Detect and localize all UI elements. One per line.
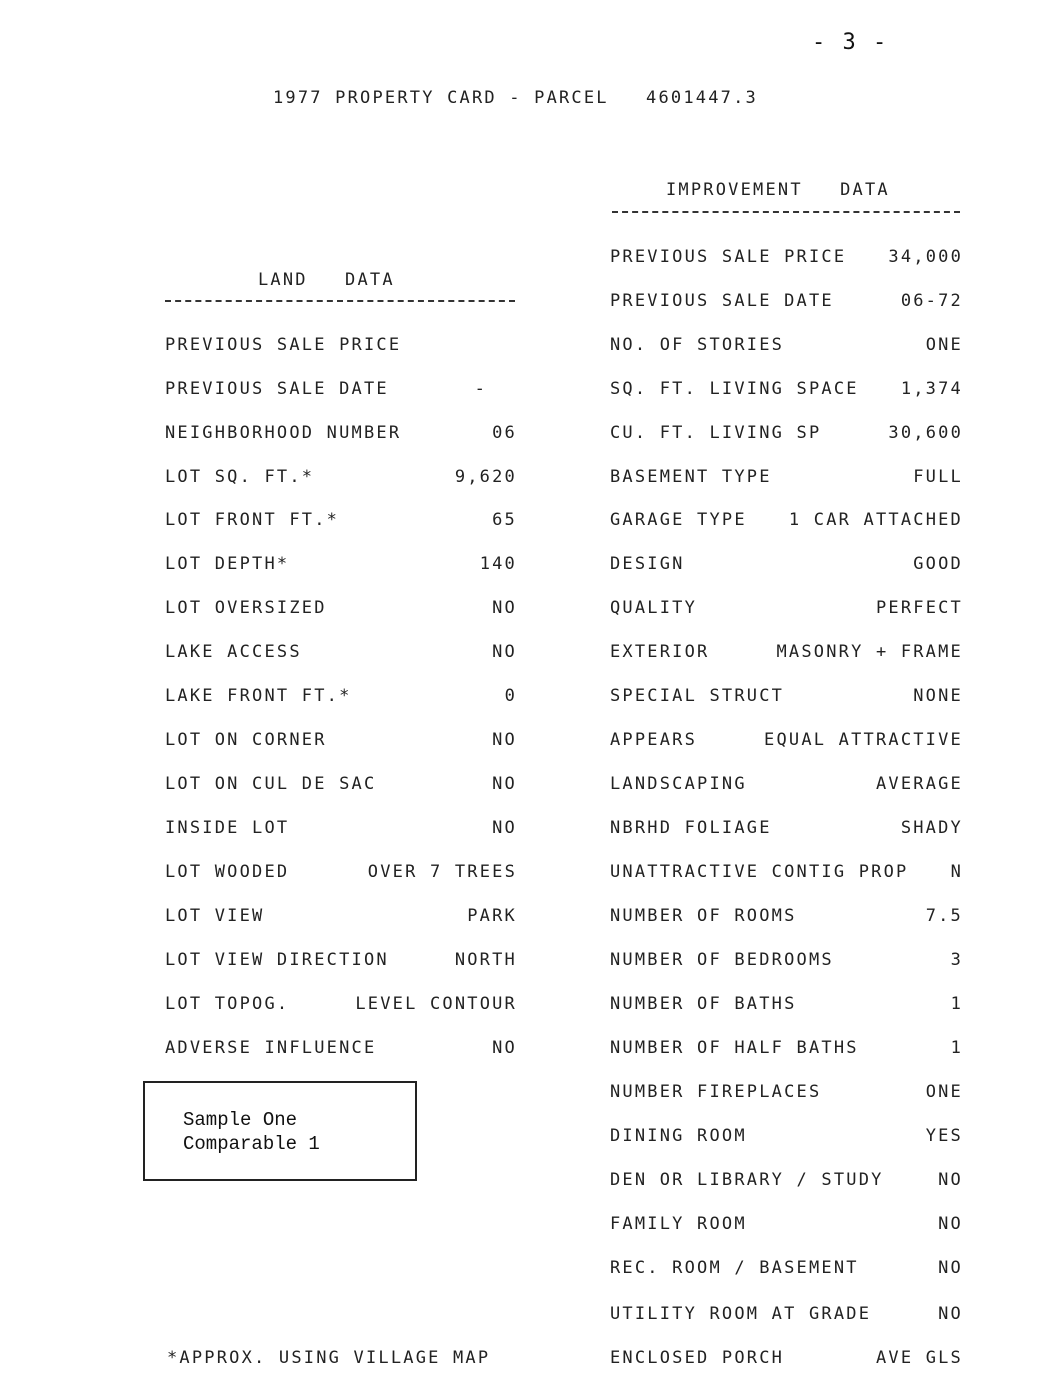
improvement-row <box>610 335 963 359</box>
improvement-row-value: 1 <box>950 994 963 1014</box>
improvement-row-label: UTILITY ROOM AT GRADE <box>610 1304 872 1324</box>
improvement-row-label: QUALITY <box>610 598 698 618</box>
land-row-value: NO <box>492 730 517 750</box>
land-row-label: PREVIOUS SALE PRICE <box>165 335 402 355</box>
improvement-row <box>610 1348 963 1372</box>
land-row <box>165 950 517 974</box>
land-row <box>165 994 517 1018</box>
improvement-row-value: NONE <box>913 686 963 706</box>
improvement-row <box>610 1304 963 1328</box>
land-row-label: LOT ON CUL DE SAC <box>165 774 377 794</box>
land-row-label: LOT WOODED <box>165 862 290 882</box>
improvement-row <box>610 994 963 1018</box>
land-row <box>165 335 517 359</box>
improvement-row-value: 3 <box>950 950 963 970</box>
improvement-row-label: NO. OF STORIES <box>610 335 785 355</box>
land-row-value: PARK <box>467 906 517 926</box>
improvement-row <box>610 554 963 578</box>
improvement-row-value: NO <box>938 1170 963 1190</box>
land-row-label: PREVIOUS SALE DATE <box>165 379 389 399</box>
land-row-label: INSIDE LOT <box>165 818 290 838</box>
sample-label-box <box>143 1081 417 1181</box>
improvement-row-label: SQ. FT. LIVING SPACE <box>610 379 859 399</box>
land-row-value: NORTH <box>454 950 517 970</box>
improvement-row-label: DEN OR LIBRARY / STUDY <box>610 1170 884 1190</box>
land-row-value: 0 <box>504 686 517 706</box>
land-row-value: NO <box>492 642 517 662</box>
improvement-row-value: 1 <box>950 1038 963 1058</box>
land-row <box>165 1038 517 1062</box>
improvement-row-label: NUMBER FIREPLACES <box>610 1082 822 1102</box>
land-row-label: LAKE FRONT FT.* <box>165 686 352 706</box>
improvement-row <box>610 1038 963 1062</box>
improvement-row-value: GOOD <box>913 554 963 574</box>
improvement-row-value: MASONRY + FRAME <box>776 642 963 662</box>
improvement-row <box>610 510 963 534</box>
improvement-row-label: NUMBER OF BATHS <box>610 994 797 1014</box>
improvement-row-label: APPEARS <box>610 730 698 750</box>
footnote: *APPROX. USING VILLAGE MAP <box>167 1348 491 1368</box>
land-row-label: LOT DEPTH* <box>165 554 290 574</box>
improvement-row-label: UNATTRACTIVE CONTIG PROP <box>610 862 909 882</box>
improvement-row <box>610 730 963 754</box>
improvement-heading-rule <box>612 211 960 213</box>
sample-box-line2: Comparable 1 <box>183 1133 320 1155</box>
improvement-data-heading: IMPROVEMENT DATA <box>666 180 890 200</box>
improvement-row-label: PREVIOUS SALE PRICE <box>610 247 847 267</box>
improvement-row-label: NUMBER OF HALF BATHS <box>610 1038 859 1058</box>
improvement-row <box>610 1258 963 1282</box>
improvement-row-label: NUMBER OF ROOMS <box>610 906 797 926</box>
land-row-label: LOT VIEW DIRECTION <box>165 950 389 970</box>
improvement-row-value: EQUAL ATTRACTIVE <box>764 730 963 750</box>
improvement-row-value: 7.5 <box>925 906 963 926</box>
land-row <box>165 818 517 842</box>
improvement-row-value: AVERAGE <box>875 774 963 794</box>
improvement-row-value: ONE <box>925 1082 963 1102</box>
page-title: 1977 PROPERTY CARD - PARCEL 4601447.3 <box>273 88 758 108</box>
improvement-row <box>610 818 963 842</box>
improvement-row-value: NO <box>938 1304 963 1324</box>
improvement-row-label: GARAGE TYPE <box>610 510 747 530</box>
land-row <box>165 598 517 622</box>
improvement-row-label: EXTERIOR <box>610 642 710 662</box>
land-row <box>165 642 517 666</box>
land-row-label: LOT SQ. FT.* <box>165 467 315 487</box>
land-row-value: - <box>474 379 487 399</box>
improvement-row-label: LANDSCAPING <box>610 774 747 794</box>
improvement-row-value: ONE <box>925 335 963 355</box>
page-number: - 3 - <box>812 30 889 55</box>
improvement-row-label: BASEMENT TYPE <box>610 467 772 487</box>
land-row <box>165 686 517 710</box>
improvement-row <box>610 774 963 798</box>
improvement-row <box>610 423 963 447</box>
land-row-value: 9,620 <box>454 467 517 487</box>
land-row-label: LOT FRONT FT.* <box>165 510 340 530</box>
improvement-row-value: AVE GLS <box>875 1348 963 1368</box>
improvement-row <box>610 862 963 886</box>
improvement-row-label: NBRHD FOLIAGE <box>610 818 772 838</box>
land-row <box>165 906 517 930</box>
improvement-row <box>610 247 963 271</box>
land-row-label: LAKE ACCESS <box>165 642 302 662</box>
land-row-label: NEIGHBORHOOD NUMBER <box>165 423 402 443</box>
land-row-value: NO <box>492 774 517 794</box>
improvement-row-value: 1,374 <box>900 379 963 399</box>
improvement-row-value: PERFECT <box>875 598 963 618</box>
improvement-row-value: SHADY <box>900 818 963 838</box>
improvement-row-value: NO <box>938 1258 963 1278</box>
improvement-row <box>610 642 963 666</box>
improvement-row-value: FULL <box>913 467 963 487</box>
improvement-row-label: SPECIAL STRUCT <box>610 686 785 706</box>
improvement-row <box>610 1214 963 1238</box>
land-row-value: NO <box>492 818 517 838</box>
improvement-row <box>610 467 963 491</box>
improvement-row <box>610 1126 963 1150</box>
land-row <box>165 862 517 886</box>
land-row-value: OVER 7 TREES <box>367 862 517 882</box>
land-row-value: 06 <box>492 423 517 443</box>
improvement-row-value: 30,600 <box>888 423 963 443</box>
improvement-row-label: CU. FT. LIVING SP <box>610 423 822 443</box>
land-row-value: LEVEL CONTOUR <box>355 994 517 1014</box>
improvement-row <box>610 686 963 710</box>
land-row <box>165 379 517 403</box>
land-row <box>165 774 517 798</box>
improvement-row-value: 34,000 <box>888 247 963 267</box>
improvement-row-value: 06-72 <box>900 291 963 311</box>
land-row-label: LOT TOPOG. <box>165 994 290 1014</box>
land-row <box>165 730 517 754</box>
improvement-row <box>610 906 963 930</box>
improvement-row <box>610 379 963 403</box>
land-row <box>165 510 517 534</box>
improvement-row <box>610 598 963 622</box>
land-row-value: NO <box>492 598 517 618</box>
land-heading-rule <box>165 300 515 302</box>
sample-box-line1: Sample One <box>183 1109 298 1131</box>
improvement-row-label: ENCLOSED PORCH <box>610 1348 785 1368</box>
improvement-row-label: DESIGN <box>610 554 685 574</box>
improvement-row-value: N <box>950 862 963 882</box>
improvement-row-label: NUMBER OF BEDROOMS <box>610 950 834 970</box>
land-row <box>165 423 517 447</box>
improvement-row-value: YES <box>925 1126 963 1146</box>
improvement-row <box>610 291 963 315</box>
land-row <box>165 554 517 578</box>
improvement-row <box>610 1170 963 1194</box>
land-row <box>165 467 517 491</box>
land-data-heading: LAND DATA <box>258 270 395 290</box>
improvement-row-value: NO <box>938 1214 963 1234</box>
land-row-label: ADVERSE INFLUENCE <box>165 1038 377 1058</box>
land-row-label: LOT ON CORNER <box>165 730 327 750</box>
improvement-row-label: REC. ROOM / BASEMENT <box>610 1258 859 1278</box>
improvement-row <box>610 1082 963 1106</box>
land-row-value: NO <box>492 1038 517 1058</box>
improvement-row-label: FAMILY ROOM <box>610 1214 747 1234</box>
land-row-value: 140 <box>479 554 517 574</box>
land-row-value: 65 <box>492 510 517 530</box>
land-row-label: LOT VIEW <box>165 906 265 926</box>
improvement-row <box>610 950 963 974</box>
improvement-row-label: DINING ROOM <box>610 1126 747 1146</box>
improvement-row-label: PREVIOUS SALE DATE <box>610 291 834 311</box>
improvement-row-value: 1 CAR ATTACHED <box>788 510 963 530</box>
land-row-label: LOT OVERSIZED <box>165 598 327 618</box>
